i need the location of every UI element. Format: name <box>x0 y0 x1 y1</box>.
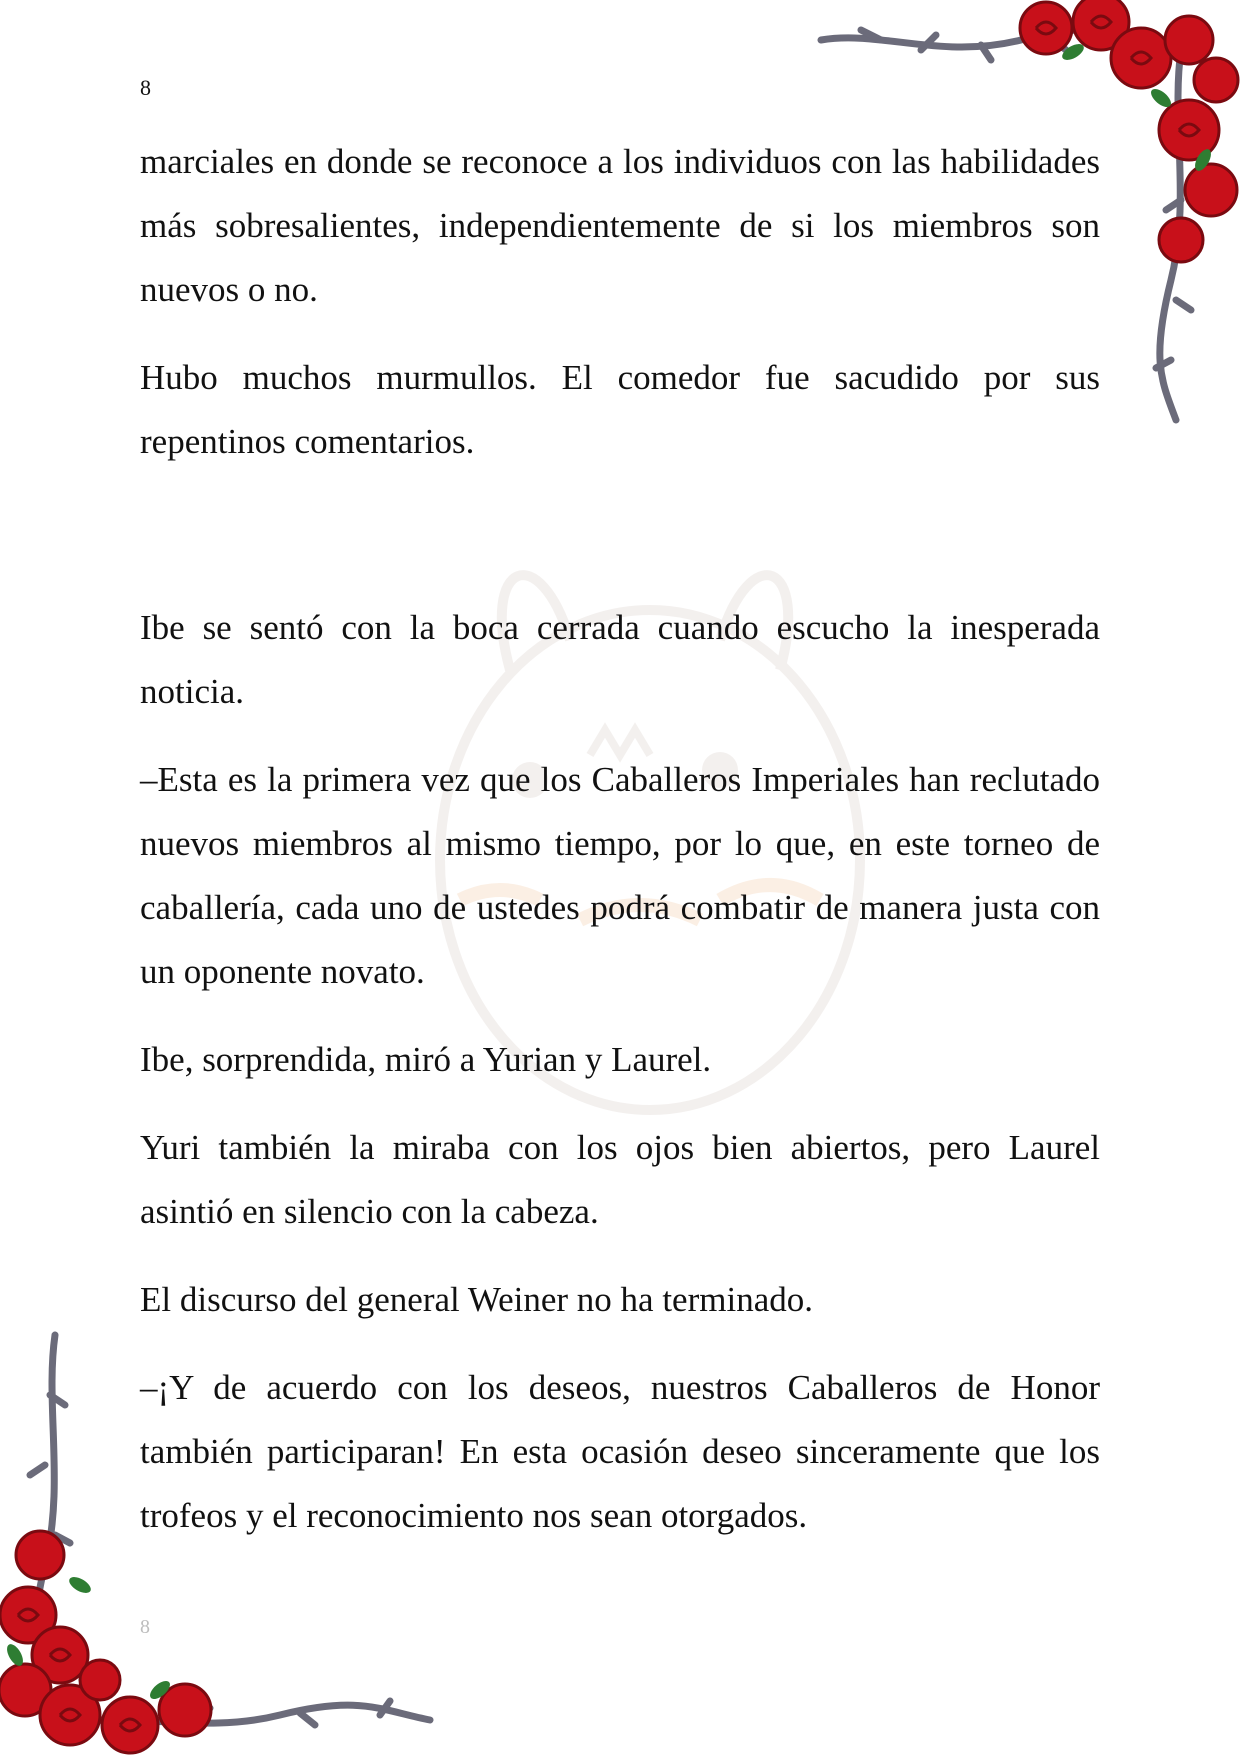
paragraph: Ibe se sentó con la boca cerrada cuando escucho la inesperada noticia. <box>140 608 1100 711</box>
paragraph: Ibe, sorprendida, miró a Yurian y Laurel. <box>140 1040 712 1079</box>
paragraph: marciales en donde se reconoce a los individuos con las habilidades más sobresalientes, independientemente de si los miembros son nuevos o no. <box>140 142 1100 309</box>
paragraph: –Esta es la primera vez que los Caballeros Imperiales han reclutado nuevos miembros al mismo tiempo, por lo que, en este torneo de caballería, cada uno de ustedes podrá combatir de manera justa con un oponente novato. <box>140 760 1100 991</box>
page-number: 8 <box>140 75 151 100</box>
page-number-bottom: 8 <box>140 1616 150 1638</box>
paragraph: Hubo muchos murmullos. El comedor fue sacudido por sus repentinos comentarios. <box>140 358 1100 461</box>
section-gap <box>140 498 1100 596</box>
paragraph: Yuri también la miraba con los ojos bien abiertos, pero Laurel asintió en silencio con la cabeza. <box>140 1128 1100 1231</box>
body-text <box>140 130 1100 1572</box>
paragraph: –¡Y de acuerdo con los deseos, nuestros Caballeros de Honor también participaran! En esta ocasión deseo sinceramente que los trofeos y el reconocimiento nos sean otorgados. <box>140 1368 1100 1535</box>
paragraph: El discurso del general Weiner no ha terminado. <box>140 1280 813 1319</box>
